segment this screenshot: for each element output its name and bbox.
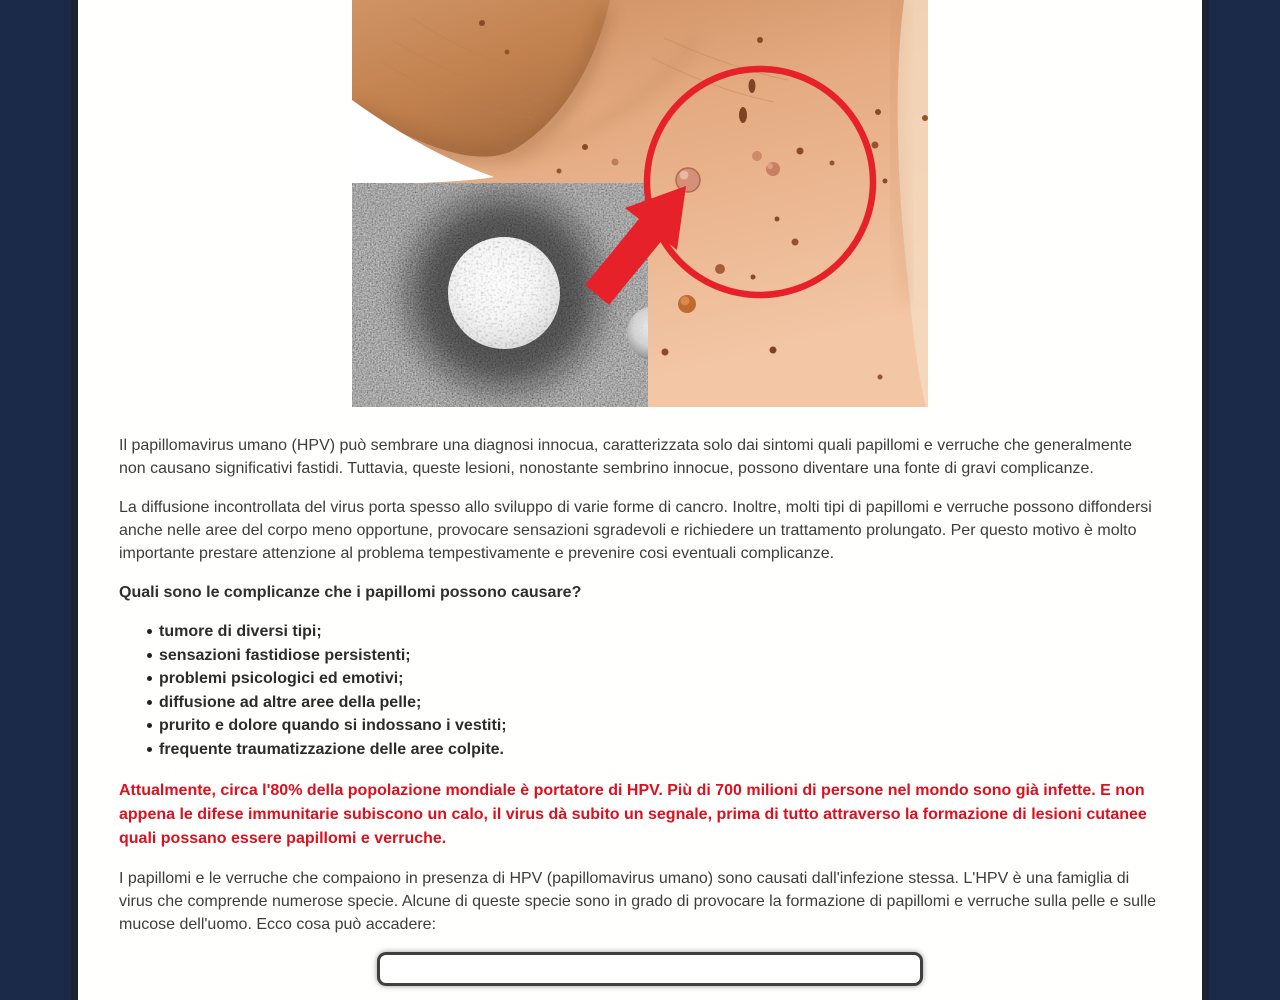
hero-image [352, 0, 928, 407]
article-content [78, 434, 1202, 986]
microscope-inset [352, 183, 681, 407]
virus-spread-paragraph: La diffusione incontrollata del virus porta spesso allo sviluppo di varie forme di cancro. Inoltre, molti tipi di papillomi e verruche possono diffondersi anche nelle aree del corpo meno opportune, provocare sensazioni sgradevoli e richiedere un trattamento prolungato. Per questo motivo è molto importante prestare attenzione al problema tempestivamente e prevenire cosi eventuali complicanze. [119, 499, 1152, 562]
complications-list [119, 620, 1161, 761]
complication-item: prurito e dolore quando si indossano i vestiti; [147, 714, 1161, 738]
complication-item: frequente traumatizzazione delle aree colpite. [147, 738, 1161, 762]
complication-item: sensazioni fastidiose persistenti; [147, 644, 1161, 668]
intro-paragraph: Il papillomavirus umano (HPV) può sembrare una diagnosi innocua, caratterizzata solo dai sintomi quali papillomi e verruche che generalmente non causano significativi fastidi. Tuttavia, queste lesioni, nonostante sembrino innocue, possono diventare una fonte di gravi complicanze. [119, 437, 1132, 477]
complication-item: tumore di diversi tipi; [147, 620, 1161, 644]
neck-papillomas-photo [352, 0, 928, 407]
complications-question-heading: Quali sono le complicanze che i papillomi possono causare? [119, 584, 582, 601]
complication-item: problemi psicologici ed emotivi; [147, 667, 1161, 691]
next-content-box [377, 952, 923, 986]
warning-paragraph: Attualmente, circa l'80% della popolazione mondiale è portatore di HPV. Più di 700 milioni di persone nel mondo sono già infette. E non appena le difese immunitarie subiscono un calo, il virus dà subito un segnale, prima di tutto attraverso la formazione di lesioni cutanee quali possano essere papillomi e verruche. [119, 782, 1147, 847]
complication-item: diffusione ad altre aree della pelle; [147, 691, 1161, 715]
hpv-family-paragraph: I papillomi e le verruche che compaiono in presenza di HPV (papillomavirus umano) sono causati dall'infezione stessa. L'HPV è una famiglia di virus che comprende numerose specie. Alcune di queste specie sono in grado di provocare la formazione di papillomi e verruche sulla pelle e sulle mucose dell'uomo. Ecco cosa può accadere: [119, 870, 1157, 933]
article-page [71, 0, 1209, 1000]
